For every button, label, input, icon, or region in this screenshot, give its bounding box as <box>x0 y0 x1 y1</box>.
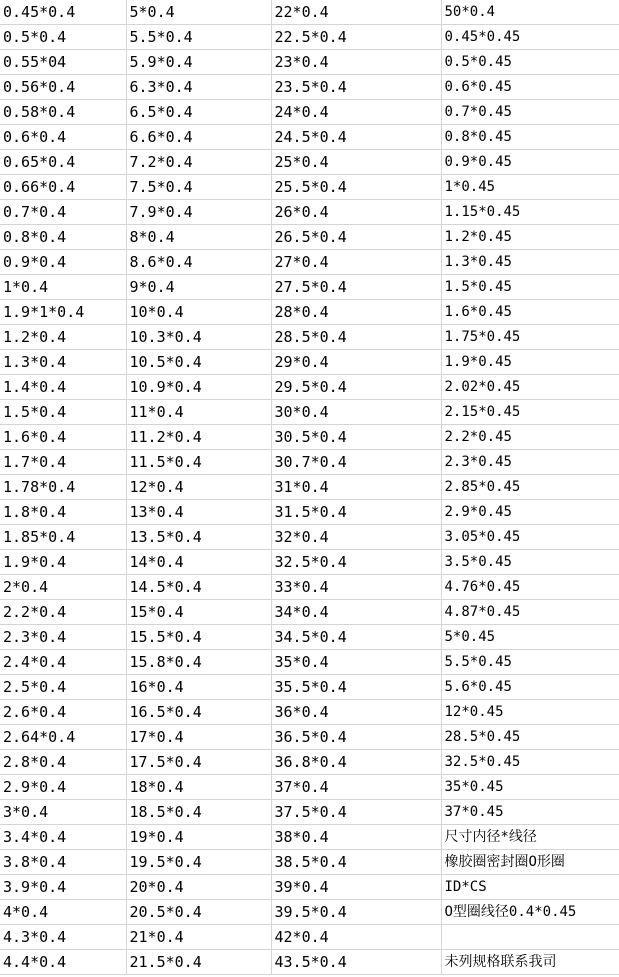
table-cell[interactable]: 4.3*0.4 <box>0 925 126 950</box>
table-cell[interactable]: 7.9*0.4 <box>126 200 271 225</box>
table-cell[interactable]: 3.05*0.45 <box>441 525 619 550</box>
table-cell[interactable]: 1.6*0.45 <box>441 300 619 325</box>
table-cell[interactable]: 2.3*0.45 <box>441 450 619 475</box>
table-cell[interactable]: 2.2*0.4 <box>0 600 126 625</box>
table-cell[interactable]: 3.5*0.45 <box>441 550 619 575</box>
table-cell[interactable]: 2.64*0.4 <box>0 725 126 750</box>
table-row <box>0 850 619 875</box>
table-cell[interactable]: 24*0.4 <box>271 100 441 125</box>
table-cell[interactable]: 1.75*0.45 <box>441 325 619 350</box>
table-row <box>0 525 619 550</box>
table-row <box>0 450 619 475</box>
table-cell[interactable]: 35*0.4 <box>271 650 441 675</box>
table-cell[interactable]: 14*0.4 <box>126 550 271 575</box>
table-cell[interactable]: 5.5*0.45 <box>441 650 619 675</box>
table-cell[interactable]: 23.5*0.4 <box>271 75 441 100</box>
table-cell[interactable]: 28.5*0.45 <box>441 725 619 750</box>
table-cell[interactable]: 30.5*0.4 <box>271 425 441 450</box>
table-cell[interactable]: 5.5*0.4 <box>126 25 271 50</box>
table-cell[interactable]: 2.4*0.4 <box>0 650 126 675</box>
table-cell[interactable]: 34*0.4 <box>271 600 441 625</box>
table-cell[interactable]: 0.5*0.4 <box>0 25 126 50</box>
table-cell[interactable]: 32.5*0.45 <box>441 750 619 775</box>
table-cell[interactable]: 27*0.4 <box>271 250 441 275</box>
table-row <box>0 800 619 825</box>
table-row <box>0 925 619 950</box>
table-cell[interactable]: 36*0.4 <box>271 700 441 725</box>
table-cell[interactable]: 4.87*0.45 <box>441 600 619 625</box>
table-cell[interactable]: 2.8*0.4 <box>0 750 126 775</box>
table-cell[interactable]: 2.2*0.45 <box>441 425 619 450</box>
table-cell[interactable]: 24.5*0.4 <box>271 125 441 150</box>
table-cell[interactable]: 13*0.4 <box>126 500 271 525</box>
table-cell[interactable]: 37*0.45 <box>441 800 619 825</box>
table-cell[interactable]: 1.2*0.45 <box>441 225 619 250</box>
table-cell[interactable]: 12*0.45 <box>441 700 619 725</box>
table-cell[interactable]: 7.2*0.4 <box>126 150 271 175</box>
table-cell[interactable]: 28.5*0.4 <box>271 325 441 350</box>
table-cell[interactable]: 37*0.4 <box>271 775 441 800</box>
table-row <box>0 675 619 700</box>
table-cell[interactable]: 7.5*0.4 <box>126 175 271 200</box>
table-cell[interactable]: 0.56*0.4 <box>0 75 126 100</box>
table-cell[interactable]: 6.5*0.4 <box>126 100 271 125</box>
table-cell[interactable]: 22.5*0.4 <box>271 25 441 50</box>
table-cell[interactable]: 2.15*0.45 <box>441 400 619 425</box>
table-cell[interactable]: 1.78*0.4 <box>0 475 126 500</box>
table-row <box>0 825 619 850</box>
table-cell[interactable]: 34.5*0.4 <box>271 625 441 650</box>
table-cell[interactable]: 4.4*0.4 <box>0 950 126 975</box>
table-cell[interactable]: 0.58*0.4 <box>0 100 126 125</box>
table-cell[interactable]: 31.5*0.4 <box>271 500 441 525</box>
table-row <box>0 150 619 175</box>
table-cell[interactable]: 36.8*0.4 <box>271 750 441 775</box>
table-cell[interactable]: 37.5*0.4 <box>271 800 441 825</box>
table-cell[interactable]: 3.9*0.4 <box>0 875 126 900</box>
table-cell[interactable]: 19*0.4 <box>126 825 271 850</box>
table-cell[interactable]: 1*0.4 <box>0 275 126 300</box>
table-cell[interactable]: 5.6*0.45 <box>441 675 619 700</box>
table-cell[interactable]: 1.7*0.4 <box>0 450 126 475</box>
table-cell[interactable]: 50*0.4 <box>441 0 619 25</box>
table-cell[interactable]: 1.6*0.4 <box>0 425 126 450</box>
table-row <box>0 250 619 275</box>
table-cell[interactable]: 2.3*0.4 <box>0 625 126 650</box>
table-cell[interactable]: 1.5*0.45 <box>441 275 619 300</box>
table-cell[interactable]: 28*0.4 <box>271 300 441 325</box>
table-cell[interactable]: 2.02*0.45 <box>441 375 619 400</box>
table-cell[interactable] <box>441 925 619 950</box>
table-cell[interactable]: 未列规格联系我司 <box>441 950 619 975</box>
table-cell[interactable]: 17.5*0.4 <box>126 750 271 775</box>
table-cell[interactable]: 0.8*0.45 <box>441 125 619 150</box>
table-row <box>0 375 619 400</box>
table-cell[interactable]: 38*0.4 <box>271 825 441 850</box>
table-cell[interactable]: 5.9*0.4 <box>126 50 271 75</box>
table-cell[interactable]: 0.66*0.4 <box>0 175 126 200</box>
table-cell[interactable]: 5*0.45 <box>441 625 619 650</box>
table-row <box>0 200 619 225</box>
table-row <box>0 500 619 525</box>
table-cell[interactable]: 35.5*0.4 <box>271 675 441 700</box>
table-cell[interactable]: 11.2*0.4 <box>126 425 271 450</box>
table-row <box>0 950 619 975</box>
table-cell[interactable]: 27.5*0.4 <box>271 275 441 300</box>
table-cell[interactable]: 3.4*0.4 <box>0 825 126 850</box>
table-row <box>0 50 619 75</box>
table-row <box>0 600 619 625</box>
table-cell[interactable]: 10.3*0.4 <box>126 325 271 350</box>
table-row <box>0 575 619 600</box>
table-cell[interactable]: 21*0.4 <box>126 925 271 950</box>
table-cell[interactable]: 0.9*0.45 <box>441 150 619 175</box>
table-cell[interactable]: 8*0.4 <box>126 225 271 250</box>
table-row <box>0 25 619 50</box>
table-cell[interactable]: 17*0.4 <box>126 725 271 750</box>
table-cell[interactable]: 21.5*0.4 <box>126 950 271 975</box>
table-cell[interactable]: 32*0.4 <box>271 525 441 550</box>
table-row <box>0 325 619 350</box>
table-cell[interactable]: 10.9*0.4 <box>126 375 271 400</box>
table-cell[interactable]: 0.7*0.45 <box>441 100 619 125</box>
table-row <box>0 750 619 775</box>
table-row <box>0 725 619 750</box>
table-row <box>0 275 619 300</box>
table-cell[interactable]: 39*0.4 <box>271 875 441 900</box>
table-cell[interactable]: 1.3*0.45 <box>441 250 619 275</box>
table-cell[interactable]: 29.5*0.4 <box>271 375 441 400</box>
table-cell[interactable]: 0.6*0.45 <box>441 75 619 100</box>
table-row <box>0 625 619 650</box>
table-cell[interactable]: 11.5*0.4 <box>126 450 271 475</box>
table-row <box>0 100 619 125</box>
table-cell[interactable]: 0.5*0.45 <box>441 50 619 75</box>
table-row <box>0 550 619 575</box>
table-cell[interactable]: 橡胶圈密封圈O形圈 <box>441 850 619 875</box>
table-cell[interactable]: 29*0.4 <box>271 350 441 375</box>
table-cell[interactable]: 8.6*0.4 <box>126 250 271 275</box>
table-cell[interactable]: 11*0.4 <box>126 400 271 425</box>
table-cell[interactable]: 3.8*0.4 <box>0 850 126 875</box>
table-row <box>0 75 619 100</box>
table-row <box>0 125 619 150</box>
table-row <box>0 225 619 250</box>
table-cell[interactable]: 15.5*0.4 <box>126 625 271 650</box>
table-row <box>0 775 619 800</box>
table-cell[interactable]: 18*0.4 <box>126 775 271 800</box>
table-cell[interactable]: 1.85*0.4 <box>0 525 126 550</box>
table-cell[interactable]: 0.6*0.4 <box>0 125 126 150</box>
table-cell[interactable]: 20*0.4 <box>126 875 271 900</box>
table-cell[interactable]: 1.4*0.4 <box>0 375 126 400</box>
table-cell[interactable]: 33*0.4 <box>271 575 441 600</box>
table-cell[interactable]: 20.5*0.4 <box>126 900 271 925</box>
table-cell[interactable]: 23*0.4 <box>271 50 441 75</box>
table-cell[interactable]: 1.9*1*0.4 <box>0 300 126 325</box>
table-cell[interactable]: 0.8*0.4 <box>0 225 126 250</box>
table-cell[interactable]: 18.5*0.4 <box>126 800 271 825</box>
table-cell[interactable]: ID*CS <box>441 875 619 900</box>
table-cell[interactable]: 1.9*0.4 <box>0 550 126 575</box>
table-cell[interactable]: 26.5*0.4 <box>271 225 441 250</box>
table-cell[interactable]: 2.9*0.4 <box>0 775 126 800</box>
table-cell[interactable]: 2.9*0.45 <box>441 500 619 525</box>
table-cell[interactable]: 0.55*04 <box>0 50 126 75</box>
table-cell[interactable]: 3*0.4 <box>0 800 126 825</box>
table-cell[interactable]: 30*0.4 <box>271 400 441 425</box>
table-cell[interactable]: 1.15*0.45 <box>441 200 619 225</box>
table-cell[interactable]: 39.5*0.4 <box>271 900 441 925</box>
table-cell[interactable]: 1.5*0.4 <box>0 400 126 425</box>
table-cell[interactable]: 10*0.4 <box>126 300 271 325</box>
table-cell[interactable]: 14.5*0.4 <box>126 575 271 600</box>
table-cell[interactable]: 2.5*0.4 <box>0 675 126 700</box>
table-cell[interactable]: 1*0.45 <box>441 175 619 200</box>
table-cell[interactable]: 2.6*0.4 <box>0 700 126 725</box>
table-cell[interactable]: 0.9*0.4 <box>0 250 126 275</box>
table-cell[interactable]: 1.8*0.4 <box>0 500 126 525</box>
table-cell[interactable]: 32.5*0.4 <box>271 550 441 575</box>
table-cell[interactable]: 1.3*0.4 <box>0 350 126 375</box>
table-cell[interactable]: 9*0.4 <box>126 275 271 300</box>
table-cell[interactable]: 1.9*0.45 <box>441 350 619 375</box>
table-cell[interactable]: 0.7*0.4 <box>0 200 126 225</box>
table-cell[interactable]: 42*0.4 <box>271 925 441 950</box>
table-row <box>0 475 619 500</box>
table-cell[interactable]: 15*0.4 <box>126 600 271 625</box>
table-cell[interactable]: 35*0.45 <box>441 775 619 800</box>
table-row <box>0 875 619 900</box>
table-cell[interactable]: 25*0.4 <box>271 150 441 175</box>
table-cell[interactable]: 16*0.4 <box>126 675 271 700</box>
table-cell[interactable]: 19.5*0.4 <box>126 850 271 875</box>
table-cell[interactable]: 25.5*0.4 <box>271 175 441 200</box>
table-row <box>0 900 619 925</box>
table-cell[interactable]: 38.5*0.4 <box>271 850 441 875</box>
table-cell[interactable]: 13.5*0.4 <box>126 525 271 550</box>
table-cell[interactable]: 0.65*0.4 <box>0 150 126 175</box>
table-cell[interactable]: 26*0.4 <box>271 200 441 225</box>
table-cell[interactable]: 5*0.4 <box>126 0 271 25</box>
table-cell[interactable]: 尺寸内径*线径 <box>441 825 619 850</box>
table-cell[interactable]: 30.7*0.4 <box>271 450 441 475</box>
table-cell[interactable]: 22*0.4 <box>271 0 441 25</box>
table-cell[interactable]: 6.6*0.4 <box>126 125 271 150</box>
table-cell[interactable]: 10.5*0.4 <box>126 350 271 375</box>
table-row <box>0 425 619 450</box>
table-cell[interactable]: 43.5*0.4 <box>271 950 441 975</box>
table-cell[interactable]: 6.3*0.4 <box>126 75 271 100</box>
table-row <box>0 350 619 375</box>
table-cell[interactable]: 0.45*0.45 <box>441 25 619 50</box>
table-cell[interactable]: 2.85*0.45 <box>441 475 619 500</box>
table-cell[interactable]: 0.45*0.4 <box>0 0 126 25</box>
table-cell[interactable]: 16.5*0.4 <box>126 700 271 725</box>
table-row <box>0 0 619 25</box>
table-cell[interactable]: 15.8*0.4 <box>126 650 271 675</box>
table-cell[interactable]: 1.2*0.4 <box>0 325 126 350</box>
table-row <box>0 700 619 725</box>
table-cell[interactable]: 12*0.4 <box>126 475 271 500</box>
table-cell[interactable]: 2*0.4 <box>0 575 126 600</box>
table-row <box>0 300 619 325</box>
table-cell[interactable]: 4*0.4 <box>0 900 126 925</box>
table-cell[interactable]: 36.5*0.4 <box>271 725 441 750</box>
table-cell[interactable]: 31*0.4 <box>271 475 441 500</box>
table-row <box>0 175 619 200</box>
table-cell[interactable]: 4.76*0.45 <box>441 575 619 600</box>
table-cell[interactable]: O型圈线径0.4*0.45 <box>441 900 619 925</box>
table-row <box>0 400 619 425</box>
table-row <box>0 650 619 675</box>
